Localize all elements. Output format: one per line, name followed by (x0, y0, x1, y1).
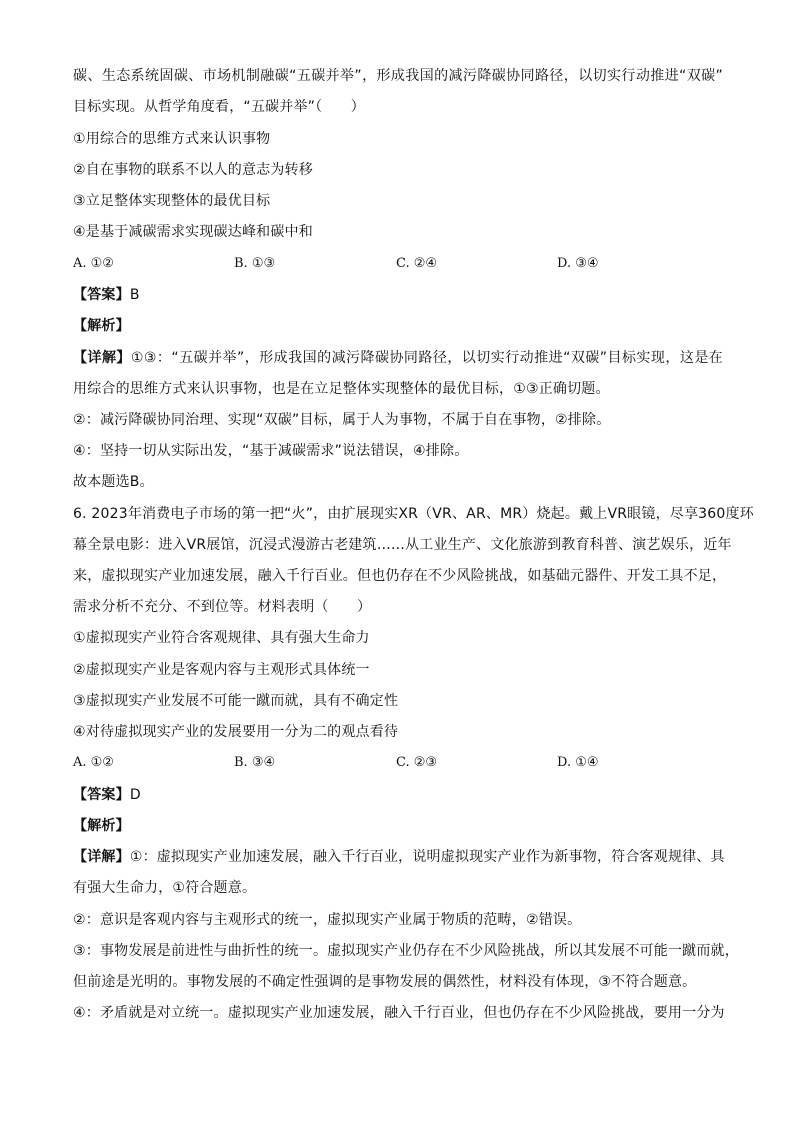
q6-detail-label: 【详解】 (73, 849, 130, 865)
q5-stem-line-1: 碳、生态系统固碳、市场机制融碳“五碳并举”，形成我国的减污降碳协同路径，以切实行动推进“双碳” (73, 68, 723, 84)
q6-explanation-text-1: ①：虚拟现实产业加速发展，融入千行百业，说明虚拟现实产业作为新事物，符合客观规律、具 (129, 849, 725, 865)
q6-stem-line-4: 需求分析不充分、不到位等。材料表明（ ） (73, 599, 372, 615)
q6-explanation-line-2: 有强大生命力，①符合题意。 (73, 880, 257, 896)
q5-item-2: ②自在事物的联系不以人的意志为转移 (73, 162, 313, 178)
q5-answer-value: B (129, 287, 140, 303)
q5-option-d: D. ③④ (557, 256, 599, 271)
q6-stem-line-2: 幕全景电影：进入VR展馆，沉浸式漫游古老建筑……从工业生产、文化旅游到教育科普、演艺娱乐，近年 (73, 537, 732, 553)
q6-answer-value: D (129, 787, 141, 803)
q6-answer-label: 【答案】 (73, 787, 130, 803)
q5-stem-line-2: 目标实现。从哲学角度看，“五碳并举”（ ） (73, 99, 365, 115)
q5-explanation-line-1 (73, 348, 723, 368)
q6-item-1: ①虚拟现实产业符合客观规律、具有强大生命力 (73, 630, 370, 646)
q6-option-c: C. ②③ (396, 755, 438, 770)
q5-item-4: ④是基于减碳需求实现碳达峰和碳中和 (73, 224, 313, 240)
q5-detail-label: 【详解】 (73, 350, 131, 366)
q5-explanation-line-4: ④：坚持一切从实际出发，“基于减碳需求”说法错误，④排除。 (73, 443, 469, 459)
q5-explanation-text-1: ①③：“五碳并举”，形成我国的减污降碳协同路径，以切实行动推进“双碳”目标实现，这是在 (130, 350, 723, 366)
q6-stem-line-1: 6. 2023年消费电子市场的第一把“火”，由扩展现实XR（VR、AR、MR）烧起。戴上VR眼镜，尽享360度环 (73, 506, 754, 522)
q5-explanation-line-2: 用综合的思维方式来认识事物，也是在立足整体实现整体的最优目标，①③正确切题。 (73, 381, 610, 397)
q6-analysis-label: 【解析】 (73, 818, 130, 834)
q6-option-d: D. ①④ (557, 755, 599, 770)
q5-option-c: C. ②④ (396, 256, 438, 271)
q6-option-a: A. ①② (73, 755, 114, 770)
q6-explanation-line-6: ④：矛盾就是对立统一。虚拟现实产业加速发展，融入千行百业，但也仍存在不少风险挑战，要用一分为 (73, 1005, 725, 1021)
q6-option-b: B. ③④ (234, 755, 276, 770)
q6-item-2: ②虚拟现实产业是客观内容与主观形式具体统一 (73, 662, 370, 678)
q6-explanation-line-5: 但前途是光明的。事物发展的不确定性强调的是事物发展的偶然性，材料没有体现，③不符合题意。 (73, 974, 697, 990)
q5-analysis-label: 【解析】 (73, 318, 130, 334)
q6-explanation-line-1 (73, 847, 723, 867)
q5-option-a: A. ①② (73, 256, 114, 271)
q5-explanation-line-5: 故本题选B。 (73, 474, 154, 490)
q6-answer (73, 785, 723, 805)
q6-item-3: ③虚拟现实产业发展不可能一蹴而就，具有不确定性 (73, 693, 399, 709)
q6-stem-line-3: 来，虚拟现实产业加速发展，融入千行百业。但也仍存在不少风险挑战，如基础元器件、开发工具不足， (73, 568, 727, 584)
q5-answer-label: 【答案】 (73, 287, 130, 303)
q6-explanation-line-4: ③：事物发展是前进性与曲折性的统一。虚拟现实产业仍存在不少风险挑战，所以其发展不可能一蹴而就， (73, 943, 739, 959)
q6-explanation-line-3: ②：意识是客观内容与主观形式的统一，虚拟现实产业属于物质的范畴，②错误。 (73, 912, 582, 928)
q5-answer (73, 285, 723, 305)
q5-item-1: ①用综合的思维方式来认识事物 (73, 131, 271, 147)
q5-item-3: ③立足整体实现整体的最优目标 (73, 193, 271, 209)
q5-explanation-line-3: ②：减污降碳协同治理、实现“双碳”目标，属于人为事物，不属于自在事物，②排除。 (73, 412, 611, 428)
q6-item-4: ④对待虚拟现实产业的发展要用一分为二的观点看待 (73, 724, 399, 740)
q5-option-b: B. ①③ (234, 256, 276, 271)
